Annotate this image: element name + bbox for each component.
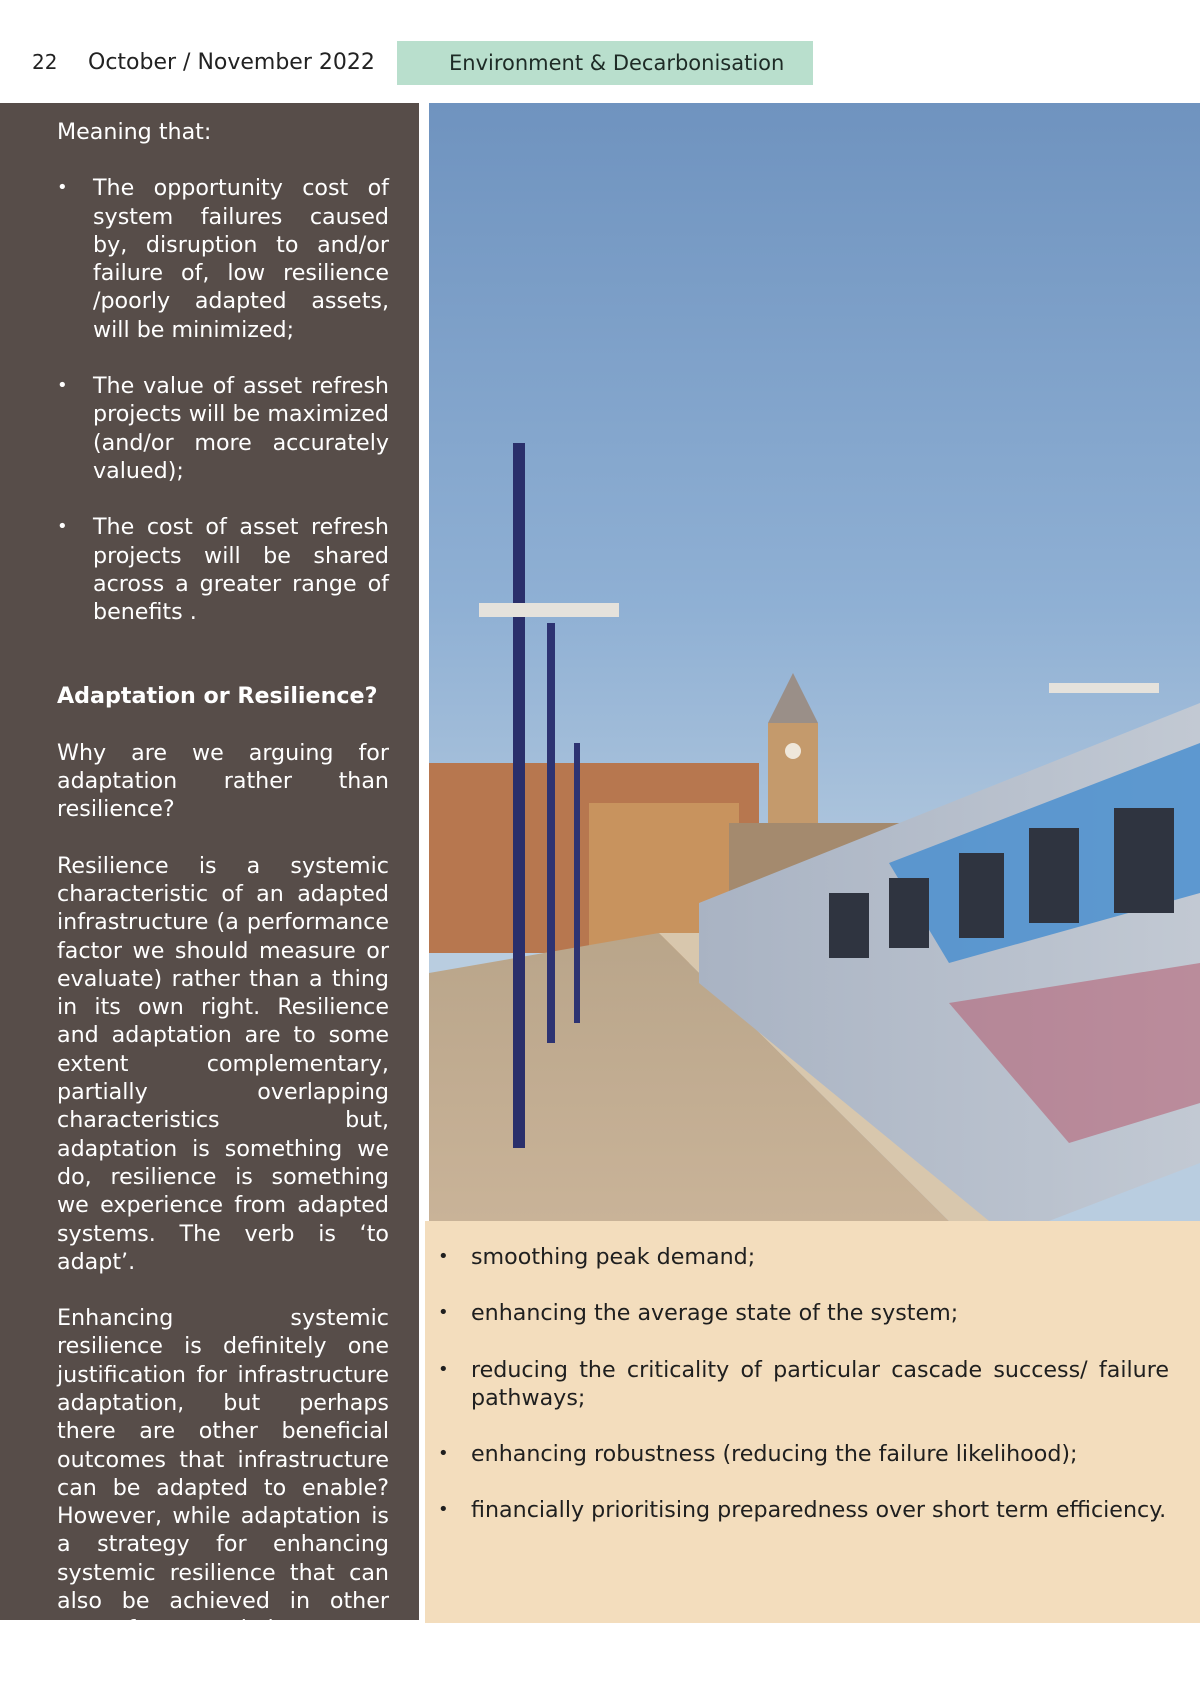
benefits-list (57, 174, 389, 626)
section-tag: Environment & Decarbonisation (397, 41, 813, 85)
intro-text: Meaning that: (57, 119, 212, 145)
left-text-panel (0, 103, 419, 1643)
bullet-icon: • (438, 1358, 449, 1380)
bullet-icon: • (438, 1443, 449, 1465)
list-item: • financially prioritising preparedness over short term efficiency. (438, 1497, 1167, 1524)
paragraph: Resilience is a systemic characteristic of an adapted infrastructure (a performance factor we should measure or evaluate) rather than a thing in its own right. Resilience and adaptation are to some extent complementary, partially overlapping characteristics but, adaptation is something we do, resilience is something we experience from adapted systems. The verb is ‘to adapt’. (57, 852, 389, 1275)
list-item: • smoothing peak demand; (438, 1244, 756, 1270)
section-heading: Adaptation or Resilience? (57, 683, 378, 710)
list-item: • enhancing the average state of the system; (438, 1300, 959, 1327)
paragraph: Enhancing systemic resilience is definitely one justification for infrastructure adaptation, but perhaps there are other beneficial outcomes that infrastructure can be adapted to enable? However, while adaptation is a strategy for enhancing systemic resilience that can also be achieved in other ways, for example by: (57, 1305, 389, 1643)
train-window (829, 893, 869, 958)
lamp-post (547, 623, 555, 1043)
lamp-post (513, 443, 525, 1148)
left-text-body (57, 118, 389, 1672)
train-station-photo (429, 103, 1200, 1221)
clock-face (785, 743, 801, 759)
adaptation-alternatives-box (425, 1221, 1200, 1623)
train-window (1029, 828, 1079, 923)
list-item: • The cost of asset refresh projects will be shared across a greater range of benefits . (57, 514, 389, 626)
bullet-icon: • (57, 177, 68, 199)
bullet-icon: • (438, 1246, 449, 1267)
bullet-icon: • (57, 516, 68, 538)
list-item: • enhancing robustness (reducing the failure likelihood); (438, 1441, 1078, 1468)
bullet-icon: • (438, 1302, 449, 1324)
lamp-head (479, 603, 619, 617)
train-window (959, 853, 1004, 938)
list-item: • The value of asset refresh projects will be maximized (and/or more accurately valued); (57, 373, 389, 484)
paragraph: Why are we arguing for adaptation rather than resilience? (57, 739, 389, 823)
train-window (889, 878, 929, 948)
bullet-icon: • (57, 375, 68, 397)
lamp-post (574, 743, 580, 1023)
bullet-icon: • (438, 1499, 449, 1521)
page-number: 22 (32, 50, 58, 74)
train-window (1114, 808, 1174, 913)
list-item: • The opportunity cost of system failures caused by, disruption to and/or failure of, low resilience /poorly adapted assets, will be minimized; (57, 175, 389, 343)
lamp-head (1049, 683, 1159, 693)
alternatives-list (438, 1243, 1200, 1553)
issue-date: October / November 2022 (88, 50, 375, 75)
list-item: • reducing the criticality of particular cascade success/ failure pathways; (438, 1356, 1169, 1411)
